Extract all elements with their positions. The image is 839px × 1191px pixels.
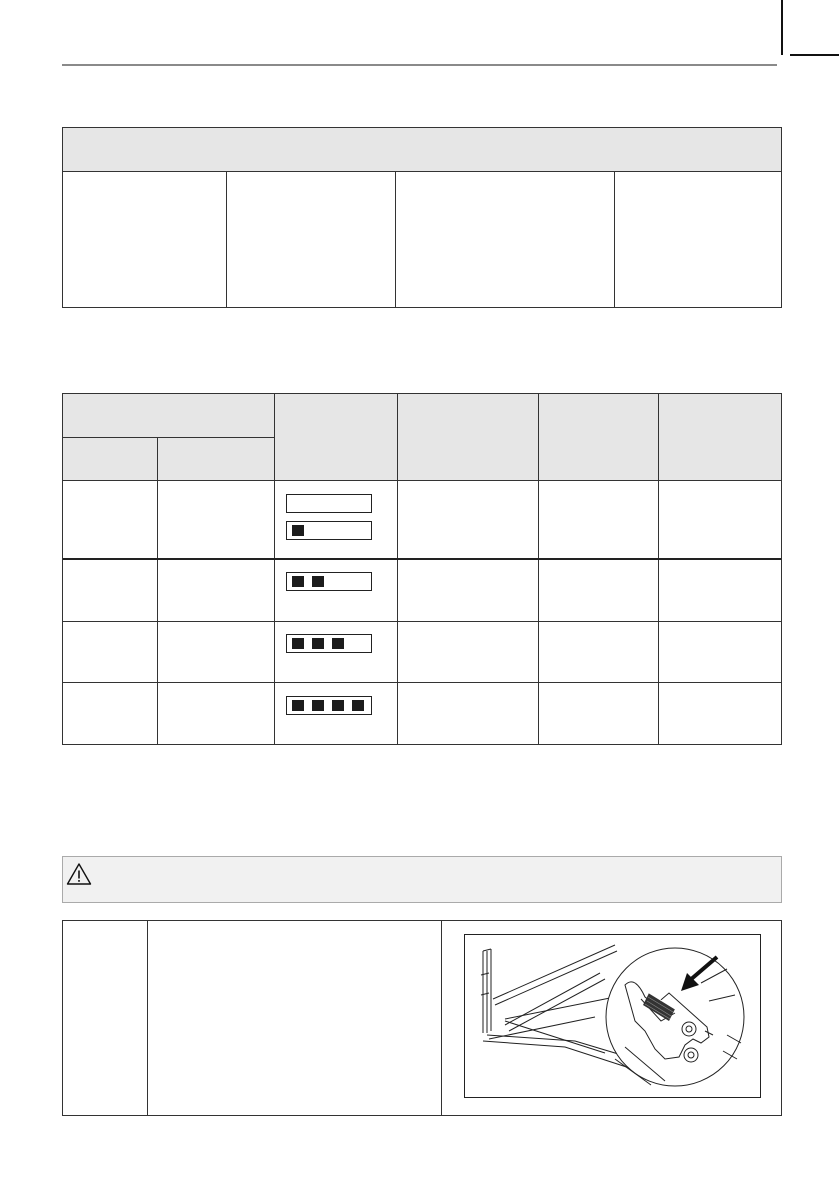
table-2-column-divider [274,394,275,744]
table-1 [62,127,782,308]
table-2-row-rule [63,682,781,683]
table-2-column-divider [397,394,398,744]
table-2-column-divider [538,394,539,744]
oven-door-hinge-illustration [464,934,761,1098]
indicator-segment [292,576,304,587]
table-2-header-rule [63,480,781,481]
warning-box [62,856,782,903]
step-column-divider [441,921,442,1115]
indicator-segment [292,700,304,711]
table-1-column-divider [395,171,396,307]
table-2-row-rule [63,621,781,622]
indicator-segment [312,638,324,649]
table-2-subheader-divider [157,437,158,744]
warning-triangle-icon [66,862,92,886]
hinge-drawing [465,935,761,1098]
level-indicator-2 [286,572,372,591]
table-1-column-divider [614,171,615,307]
indicator-segment [352,700,364,711]
level-indicator-empty [286,494,372,513]
indicator-segment [332,700,344,711]
step-column-divider [147,921,148,1115]
table-2 [62,393,782,745]
header-rule [62,64,777,66]
level-indicator-4 [286,696,372,715]
indicator-segment [292,638,304,649]
table-1-column-divider [226,171,227,307]
crop-mark-top-vertical [781,0,783,55]
table-2-column-divider [658,394,659,744]
indicator-segment [292,525,304,536]
table-2-row-rule [63,558,781,560]
crop-mark-right-horizontal [790,54,839,56]
indicator-segment [312,576,324,587]
level-indicator-1 [286,521,372,540]
table-1-header-band [63,128,781,172]
level-indicator-3 [286,634,372,653]
indicator-segment [332,638,344,649]
indicator-segment [312,700,324,711]
table-2-subheader-rule [63,437,275,438]
